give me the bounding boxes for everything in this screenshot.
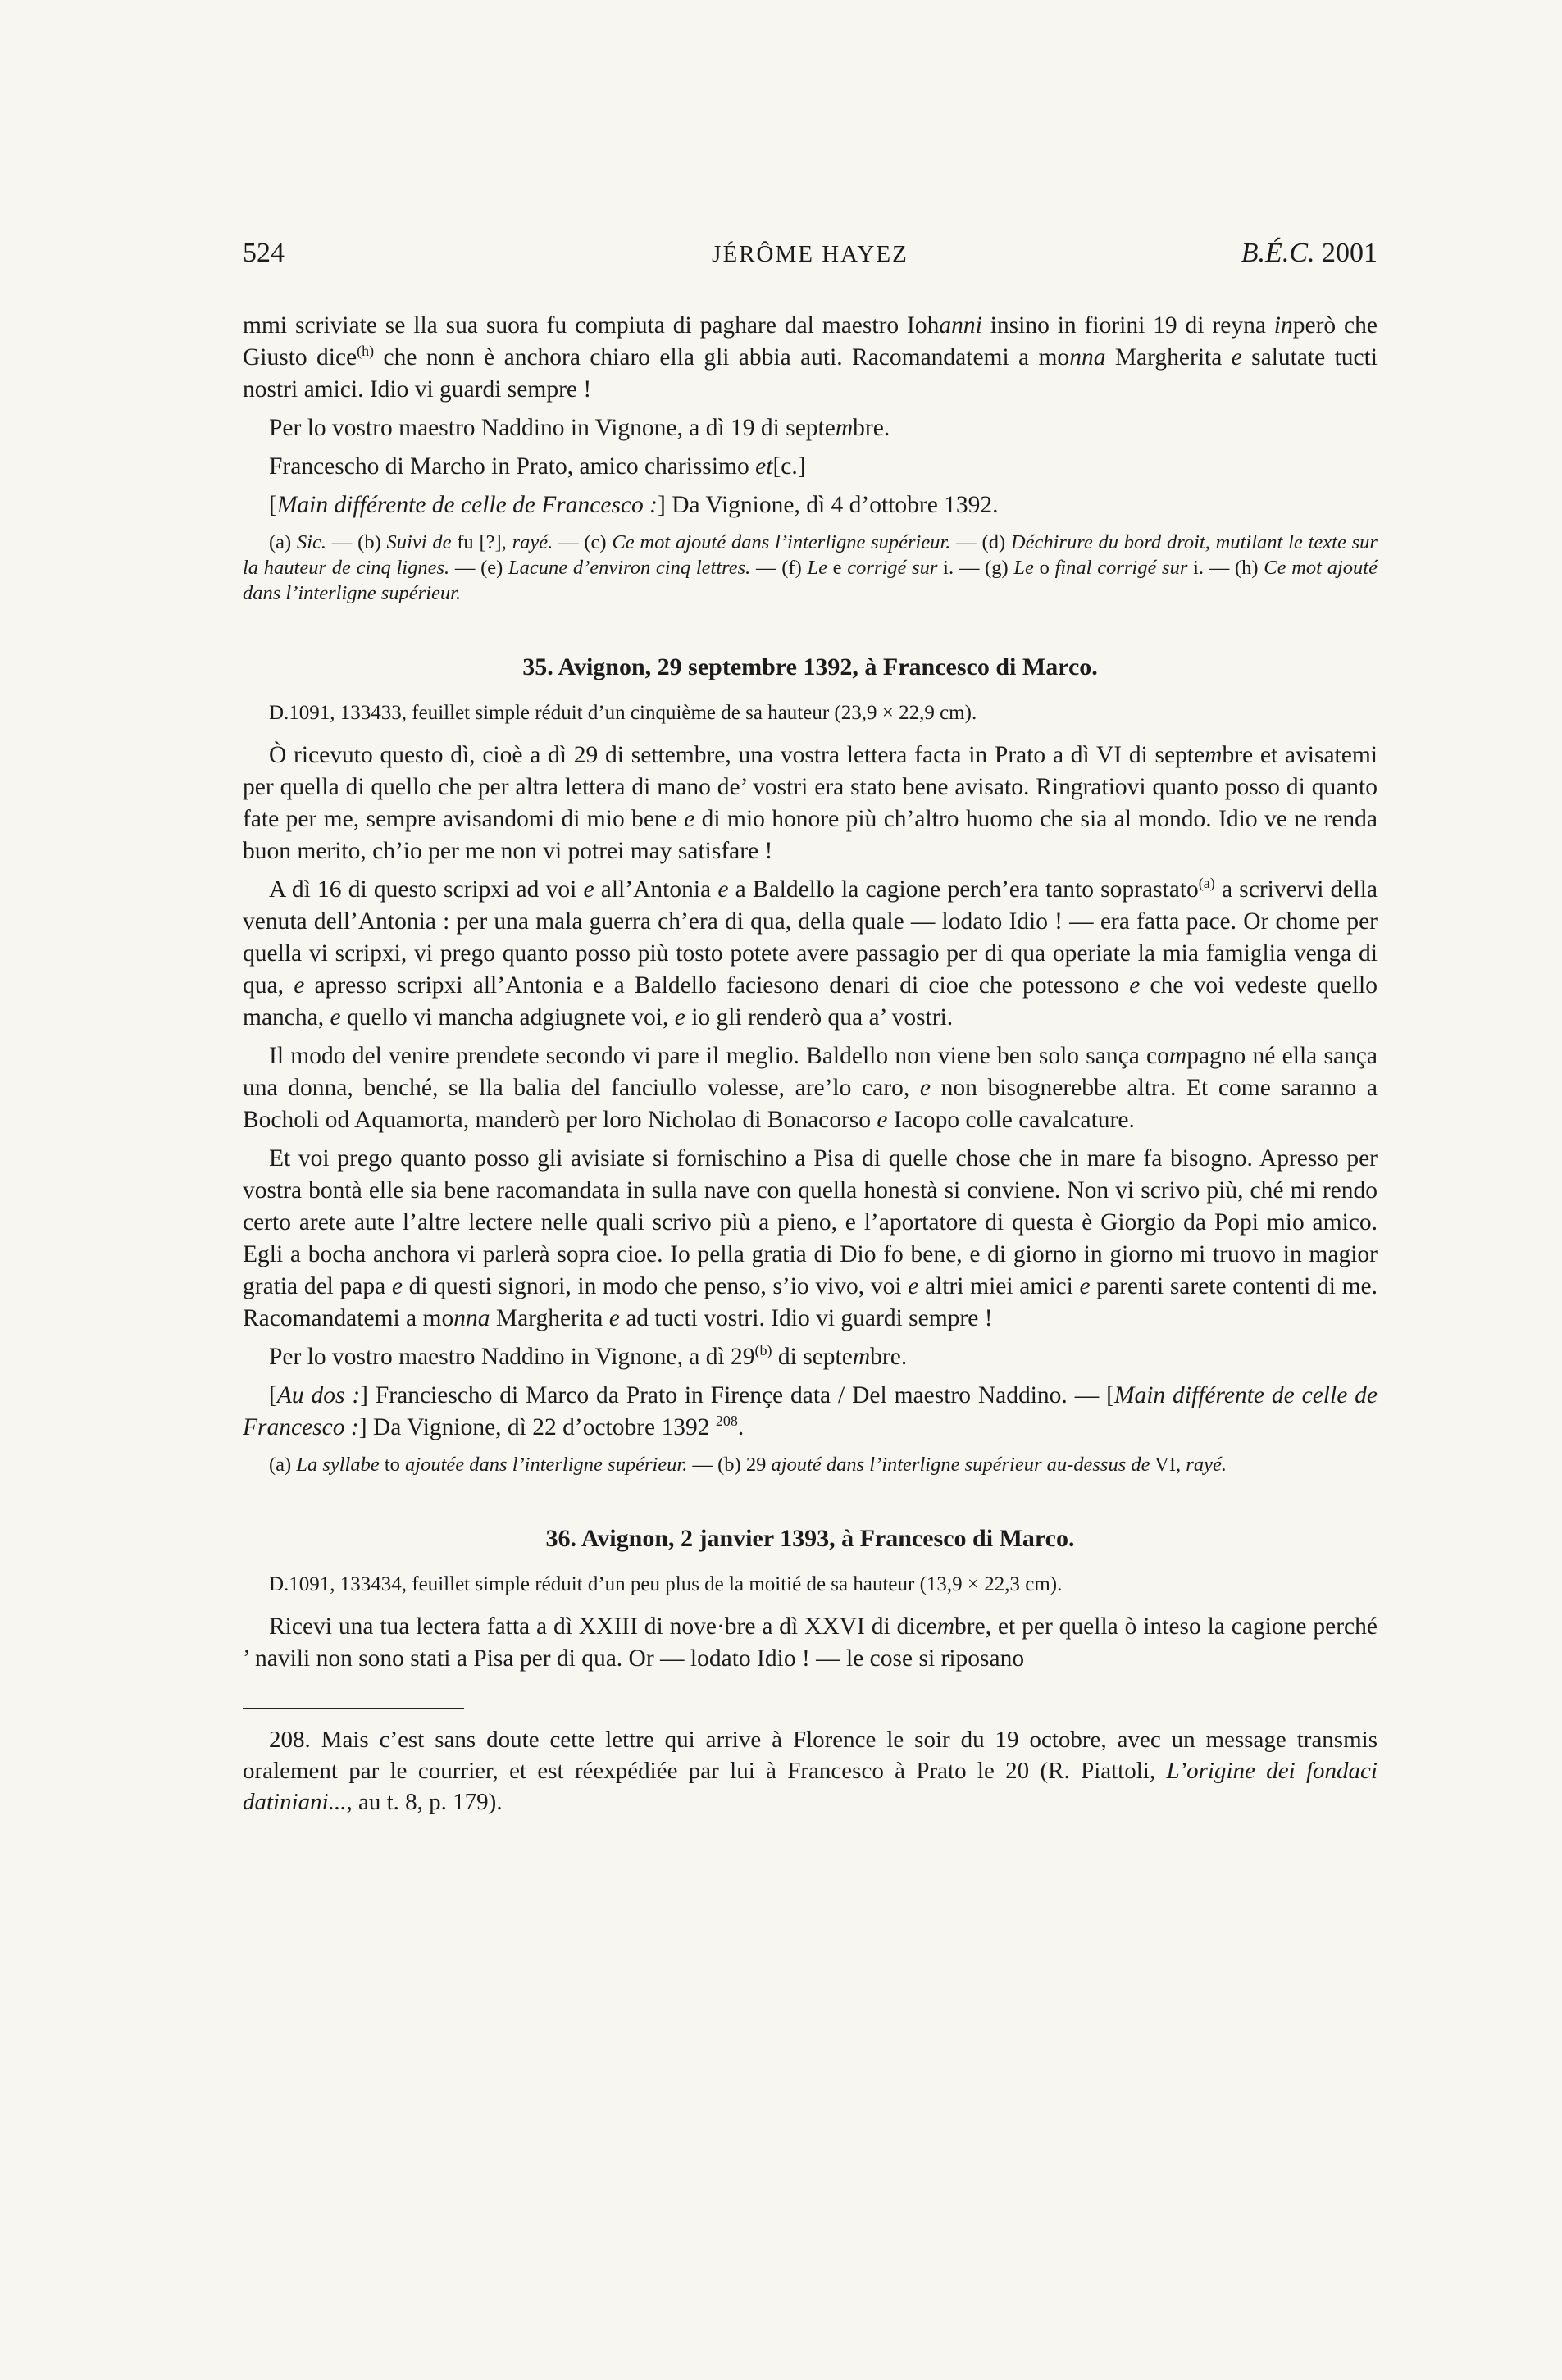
running-header: [243, 238, 1378, 271]
letter34-paragraph: mmi scriviate se lla sua suora fu compiuta di paghare dal maestro Iohanni insino in fiorini 19 di reyna inperò che Giusto dice$^{(h)}$ che nonn è anchora chiaro ella gli abbia auti. Racomandatemi a monna Margherita e salutate tucti nostri amici. Idio vi guardi sempre !: [243, 312, 1378, 403]
note-segment: Déchirure du bord droit, mutilant le texte sur la hauteur de cinq lignes.: [243, 531, 1378, 579]
letter35-endorsement: [Au dos :] Franciescho di Marco da Prato in Firençe data / Del maestro Naddino. — [Main différente de celle de Francesco :] Da Vignione, dì 22 d’octobre 1392 $^{208}$.: [243, 1382, 1378, 1440]
note-segment: corrigé sur: [847, 557, 938, 579]
page-body: [243, 310, 1378, 1818]
note-segment: — (e): [449, 557, 509, 579]
letter35-paragraph-4: Et voi prego quanto posso gli avisiate si fornischino a Pisa di quelle chose che in mare fa bisogno. Apresso per vostra bontà elle sia bene racomandata in sulla nave con quella honestà si conviene. Non vi scrivo più, ché mi rendo certo arete aute l’altre lectere nelle quali scrivo più a pieno, e l’aportatore di questa è Giorgio da Popi mio amico. Egli a bocha anchora vi parlerà sopra cioe. Io pella gratia di Dio fo bene, e di giorno in giorno mi truovo in magior gratia del papa e di questi signori, in modo che penso, s’io vivo, voi e altri miei amici e parenti sarete contenti di me. Racomandatemi a monna Margherita e ad tucti vostri. Idio vi guardi sempre !: [243, 1145, 1378, 1331]
note-segment: i. — (g): [937, 557, 1014, 579]
note-segment: La syllabe: [296, 1454, 380, 1476]
note-segment: Lacune d’environ cinq lettres.: [508, 557, 751, 579]
note-segment: Ce mot ajouté dans l’interligne supérieur.: [612, 531, 951, 553]
note-segment: ajoutée dans l’interligne supérieur.: [405, 1454, 688, 1476]
note-segment: Sic.: [297, 531, 327, 553]
letter34-address: Per lo vostro maestro Naddino in Vignone, a dì 19 di septembre.: [269, 415, 890, 441]
note-segment: (a): [269, 1454, 297, 1476]
author-name: JÉRÔME HAYEZ: [712, 241, 909, 267]
note-segment: VI,: [1150, 1454, 1186, 1476]
journal-name: B.É.C. 2001: [1241, 238, 1378, 268]
note-segment: to: [379, 1454, 406, 1476]
note-segment: — (b): [326, 531, 387, 553]
note-segment: i. — (h): [1187, 557, 1264, 579]
letter35-address: Per lo vostro maestro Naddino in Vignone, a dì 29$^{(b)}$ di septembre.: [269, 1342, 908, 1370]
footnote-208: 208. Mais c’est sans doute cette lettre qui arrive à Florence le soir du 19 octobre, avec un message transmis oralement par le courrier, et est réexpédiée par lui à Francesco à Prato le 20 (R. Piattoli, L’origine dei fondaci datiniani..., au t. 8, p. 179).: [243, 1727, 1378, 1815]
note-segment: — (d): [950, 531, 1011, 553]
note-segment: e: [827, 557, 848, 579]
note-segment: Le: [807, 557, 827, 579]
letter35-heading: 35. Avignon, 29 septembre 1392, à Francesco di Marco.: [522, 653, 1098, 680]
note-segment: Ce mot ajouté dans l’interligne supérieur.: [243, 557, 1378, 604]
note-segment: final corrigé sur: [1054, 557, 1188, 579]
letter34-notes: [243, 530, 1378, 606]
letter35-paragraph-1: Ò ricevuto questo dì, cioè a dì 29 di settembre, una vostra lettera facta in Prato a dì VI di septembre et avisatemi per quella di quello che per altra lettera di mano de’ vostri era stato bene avisato. Ringratiovi quanto posso di quanto fate per me, sempre avisandomi di mio bene e di mio honore più ch’altro huomo che sia al mondo. Idio ve ne renda buon merito, ch’io per me non vi potrei may satisfare !: [243, 742, 1378, 864]
letter35-description: D.1091, 133433, feuillet simple réduit d’un cinquième de sa hauteur (23,9 × 22,9 cm).: [269, 702, 977, 724]
page-number: 524: [243, 238, 285, 268]
note-segment: o: [1033, 557, 1055, 579]
note-segment: rayé.: [512, 531, 553, 553]
note-segment: rayé.: [1186, 1454, 1227, 1476]
note-segment: — (c): [553, 531, 613, 553]
letter36-paragraph-1: Ricevi una tua lectera fatta a dì XXIII di nove·bre a dì XXVI di dicembre, et per quella ò inteso la cagione perché ’ navili non sono stati a Pisa per di qua. Or — lodato Idio ! — le cose si riposano: [243, 1613, 1378, 1672]
note-segment: (a): [269, 531, 297, 553]
letter34-endorsement: [Main différente de celle de Francesco :] Da Vignione, dì 4 d’ottobre 1392.: [269, 492, 999, 518]
note-segment: — (f): [750, 557, 808, 579]
note-segment: ajouté dans l’interligne supérieur au-dessus de: [771, 1454, 1150, 1476]
letter35-notes: [243, 1452, 1378, 1477]
footnote-rule: [243, 1708, 464, 1709]
letter34-recipient: Francescho di Marcho in Prato, amico charissimo et[c.]: [269, 453, 806, 480]
letter36-heading: 36. Avignon, 2 janvier 1393, à Francesco di Marco.: [545, 1525, 1075, 1552]
note-segment: fu [?],: [451, 531, 512, 553]
note-segment: Le: [1013, 557, 1034, 579]
letter36-description: D.1091, 133434, feuillet simple réduit d’un peu plus de la moitié de sa hauteur (13,9 × 22,3 cm).: [269, 1573, 1063, 1595]
note-segment: — (b) 29: [687, 1454, 772, 1476]
letter35-paragraph-2: A dì 16 di questo scripxi ad voi e all’Antonia e a Baldello la cagione perch’era tanto soprastato$^{(a)}$ a scrivervi della venuta dell’Antonia : per una mala guerra ch’era di qua, della quale — lodato Idio ! — era fatta pace. Or chome per quella vi scripxi, vi prego quanto posso più tosto potete avere passagio per di qua operiate la mia famiglia venga di qua, e apresso scripxi all’Antonia e a Baldello faciesono denari di cioe che potessono e che voi vedeste quello mancha, e quello vi mancha adgiugnete voi, e io gli renderò qua a’ vostri.: [243, 875, 1378, 1031]
note-segment: Suivi de: [386, 531, 452, 553]
letter35-paragraph-3: Il modo del venire prendete secondo vi pare il meglio. Baldello non viene ben solo sança compagno né ella sança una donna, benché, se lla balia del fanciullo volesse, are’lo caro, e non bisognerebbe altra. Et come saranno a Bocholi od Aquamorta, manderò per loro Nicholao di Bonacorso e Iacopo colle cavalcature.: [243, 1043, 1378, 1133]
